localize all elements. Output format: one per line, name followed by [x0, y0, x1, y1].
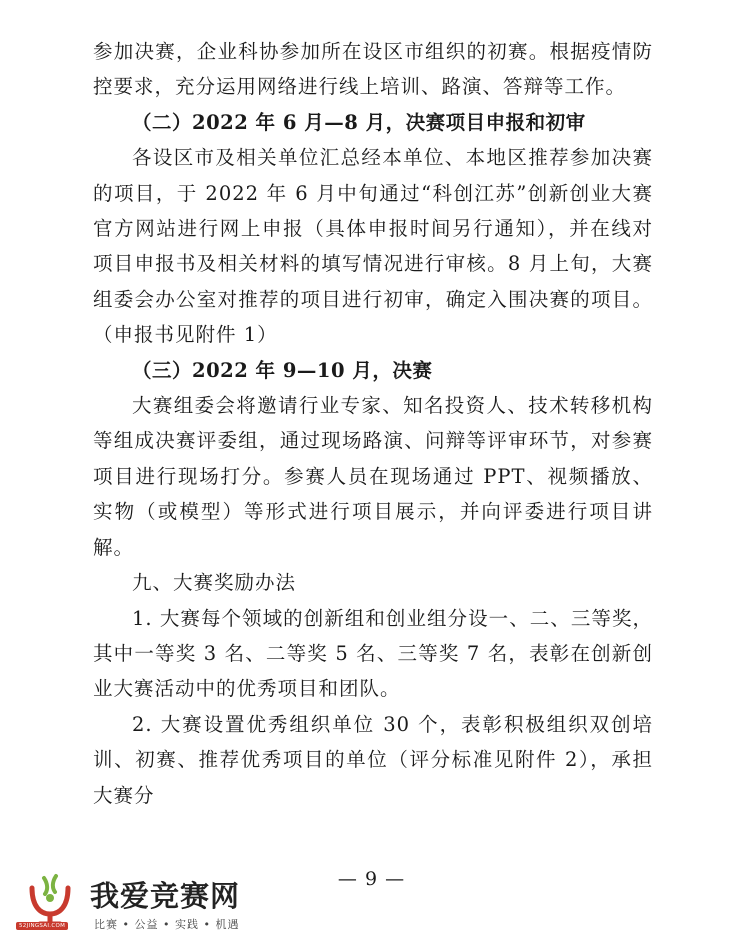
paragraph: 2. 大赛设置优秀组织单位 30 个，表彰积极组织双创培训、初赛、推荐优秀项目的单位（评分标准见附件 2），承担大赛分 — [93, 712, 653, 807]
watermark-url: 52JINGSAI.COM — [16, 922, 68, 930]
watermark-slogan: 比赛 • 公益 • 实践 • 机遇 — [94, 918, 240, 931]
section-heading: （三）2022 年 9—10 月，决赛 — [132, 358, 433, 382]
watermark-logo — [10, 868, 270, 940]
paragraph: 1. 大赛每个领域的创新组和创业组分设一、二、三等奖，其中一等奖 3 名、二等奖 5 名、三等奖 7 名，表彰在创新创业大赛活动中的优秀项目和团队。 — [93, 606, 653, 701]
watermark-name: 我爱竞赛网 — [90, 879, 241, 913]
document-body — [93, 34, 653, 813]
paragraph: 各设区市及相关单位汇总经本单位、本地区推荐参加决赛的项目，于 2022 年 6 月中旬通过“科创江苏”创新创业大赛官方网站进行网上申报（具体申报时间另行通知），并在线对项目申报书及相关材料的填写情况进行审核。8 月上旬，大赛组委会办公室对推荐的项目进行初审，确定入围决赛的项目。（申报书见附件 1） — [93, 146, 653, 347]
page-number: — 9 — — [337, 868, 406, 890]
section-heading: （二）2022 年 6 月—8 月，决赛项目申报和初审 — [132, 110, 586, 134]
section-title: 九、大赛奖励办法 — [132, 571, 297, 595]
paragraph: 参加决赛，企业科协参加所在设区市组织的初赛。根据疫情防控要求，充分运用网络进行线上培训、路演、答辩等工作。 — [93, 40, 653, 99]
paragraph: 大赛组委会将邀请行业专家、知名投资人、技术转移机构等组成决赛评委组，通过现场路演、问辩等评审环节，对参赛项目进行现场打分。参赛人员在现场通过 PPT、视频播放、实物（或模型）等形式进行项目展示，并向评委进行项目讲解。 — [93, 394, 653, 559]
